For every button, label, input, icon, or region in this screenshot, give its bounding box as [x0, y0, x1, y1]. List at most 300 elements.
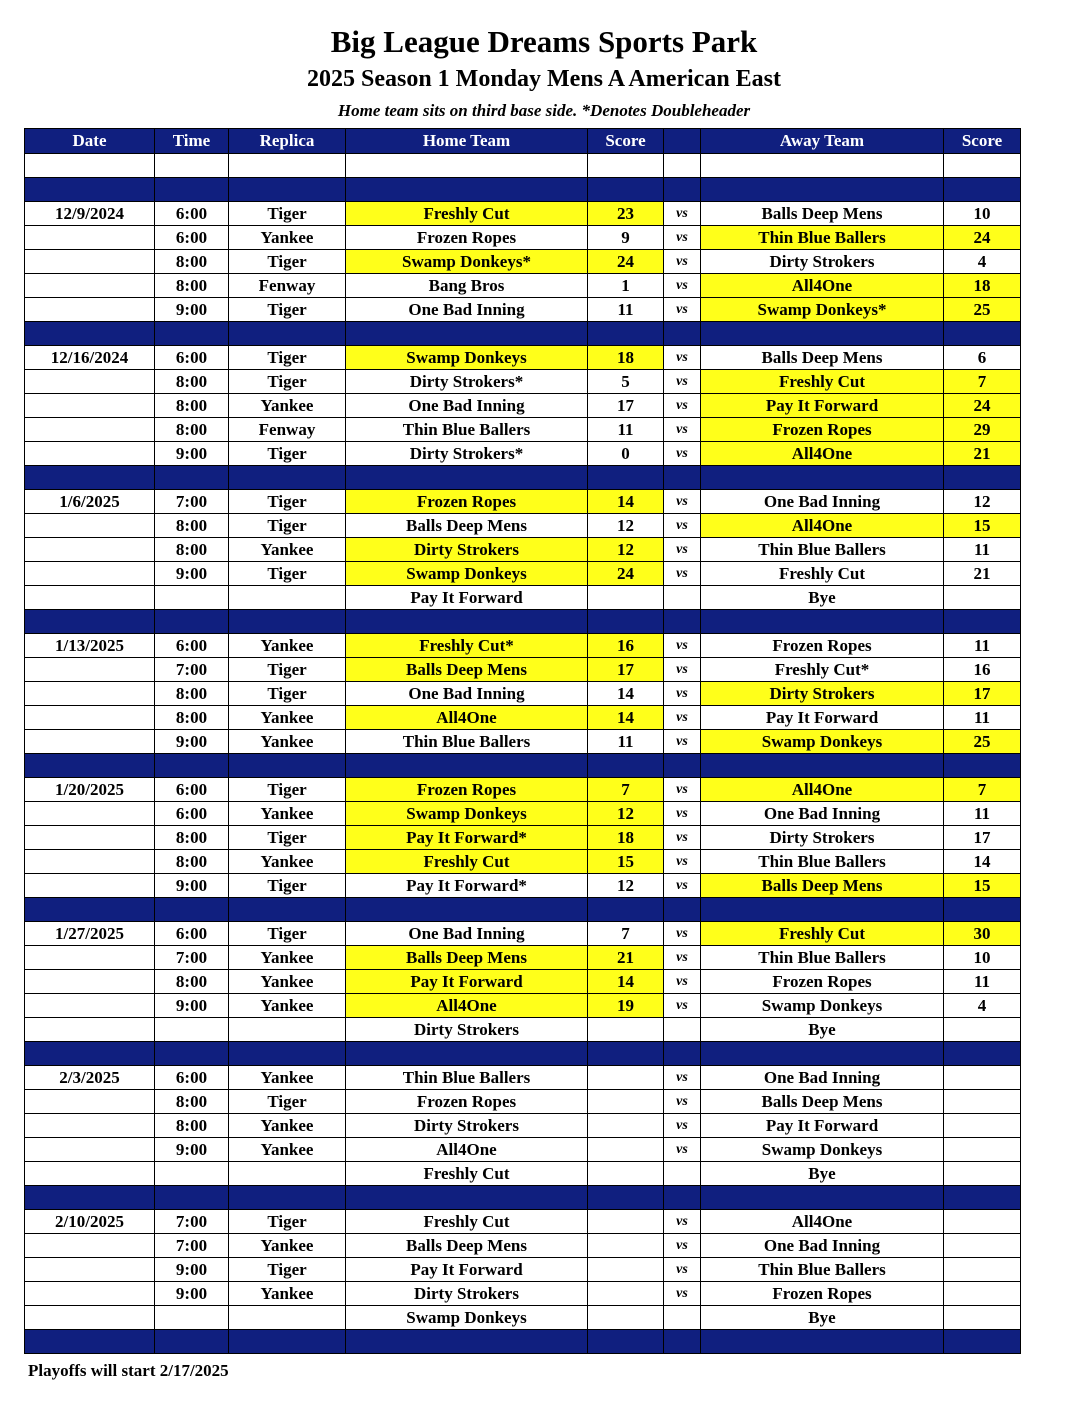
- replica-cell: Yankee: [229, 634, 346, 658]
- vs-cell: vs: [664, 802, 701, 826]
- home-team-cell: Dirty Strokers*: [346, 442, 588, 466]
- time-cell: 7:00: [155, 1210, 229, 1234]
- away-score-cell: 30: [944, 922, 1021, 946]
- away-team-cell: All4One: [701, 778, 944, 802]
- week-separator-row: [25, 466, 1021, 490]
- away-score-cell: [944, 1258, 1021, 1282]
- home-team-cell: Pay It Forward: [346, 586, 588, 610]
- home-team-cell: Balls Deep Mens: [346, 514, 588, 538]
- home-team-cell: Swamp Donkeys: [346, 1306, 588, 1330]
- date-cell: 1/6/2025: [25, 490, 155, 514]
- away-team-cell: Freshly Cut: [701, 922, 944, 946]
- home-team-cell: Freshly Cut: [346, 850, 588, 874]
- vs-cell: vs: [664, 1114, 701, 1138]
- game-row: [25, 1090, 1021, 1114]
- date-cell: [25, 1258, 155, 1282]
- vs-cell: vs: [664, 922, 701, 946]
- home-team-cell: Swamp Donkeys*: [346, 250, 588, 274]
- home-team-cell: Pay It Forward: [346, 970, 588, 994]
- away-score-cell: [944, 1210, 1021, 1234]
- time-cell: 6:00: [155, 802, 229, 826]
- game-row: [25, 706, 1021, 730]
- away-team-cell: One Bad Inning: [701, 490, 944, 514]
- away-team-cell: Freshly Cut*: [701, 658, 944, 682]
- game-row: [25, 682, 1021, 706]
- game-row: [25, 250, 1021, 274]
- away-score-cell: 6: [944, 346, 1021, 370]
- vs-cell: vs: [664, 994, 701, 1018]
- home-score-cell: [588, 1066, 664, 1090]
- date-cell: [25, 250, 155, 274]
- home-team-cell: Freshly Cut: [346, 202, 588, 226]
- vs-cell: [664, 586, 701, 610]
- date-cell: [25, 658, 155, 682]
- home-score-cell: 12: [588, 874, 664, 898]
- replica-cell: Fenway: [229, 274, 346, 298]
- home-team-cell: Dirty Strokers*: [346, 370, 588, 394]
- away-score-cell: [944, 1306, 1021, 1330]
- replica-cell: Yankee: [229, 538, 346, 562]
- game-row: [25, 1138, 1021, 1162]
- home-score-cell: [588, 1018, 664, 1042]
- home-team-cell: Frozen Ropes: [346, 1090, 588, 1114]
- date-cell: 2/3/2025: [25, 1066, 155, 1090]
- replica-cell: Yankee: [229, 394, 346, 418]
- date-cell: [25, 514, 155, 538]
- home-team-cell: Frozen Ropes: [346, 226, 588, 250]
- home-team-cell: Thin Blue Ballers: [346, 730, 588, 754]
- home-score-cell: 17: [588, 658, 664, 682]
- away-score-cell: 11: [944, 802, 1021, 826]
- date-cell: [25, 370, 155, 394]
- date-cell: [25, 1114, 155, 1138]
- game-row: [25, 946, 1021, 970]
- replica-cell: Yankee: [229, 730, 346, 754]
- home-team-cell: Dirty Strokers: [346, 538, 588, 562]
- away-score-cell: 7: [944, 778, 1021, 802]
- away-score-cell: 24: [944, 394, 1021, 418]
- away-score-cell: 18: [944, 274, 1021, 298]
- home-score-cell: 12: [588, 802, 664, 826]
- time-cell: 8:00: [155, 682, 229, 706]
- away-score-cell: 11: [944, 970, 1021, 994]
- away-team-cell: Bye: [701, 1018, 944, 1042]
- replica-cell: Tiger: [229, 298, 346, 322]
- home-score-cell: [588, 1162, 664, 1186]
- home-score-cell: 11: [588, 418, 664, 442]
- time-cell: 8:00: [155, 250, 229, 274]
- game-row: [25, 802, 1021, 826]
- col-header-home-team: Home Team: [346, 129, 588, 154]
- time-cell: 8:00: [155, 1090, 229, 1114]
- home-team-cell: One Bad Inning: [346, 682, 588, 706]
- time-cell: 6:00: [155, 922, 229, 946]
- away-team-cell: Balls Deep Mens: [701, 874, 944, 898]
- away-score-cell: 11: [944, 538, 1021, 562]
- game-row: [25, 586, 1021, 610]
- time-cell: 8:00: [155, 1114, 229, 1138]
- date-cell: [25, 298, 155, 322]
- home-team-cell: Swamp Donkeys: [346, 562, 588, 586]
- away-score-cell: 4: [944, 250, 1021, 274]
- home-score-cell: [588, 1090, 664, 1114]
- away-team-cell: One Bad Inning: [701, 1234, 944, 1258]
- away-team-cell: All4One: [701, 442, 944, 466]
- vs-cell: vs: [664, 562, 701, 586]
- home-team-cell: All4One: [346, 1138, 588, 1162]
- col-header-date: Date: [25, 129, 155, 154]
- home-score-cell: 7: [588, 778, 664, 802]
- game-row: [25, 562, 1021, 586]
- away-score-cell: 17: [944, 826, 1021, 850]
- game-row: [25, 1282, 1021, 1306]
- game-row: [25, 922, 1021, 946]
- vs-cell: vs: [664, 538, 701, 562]
- replica-cell: Tiger: [229, 922, 346, 946]
- game-row: [25, 226, 1021, 250]
- week-separator-row: [25, 1330, 1021, 1354]
- game-row: [25, 778, 1021, 802]
- away-team-cell: Dirty Strokers: [701, 826, 944, 850]
- time-cell: 8:00: [155, 514, 229, 538]
- away-score-cell: 29: [944, 418, 1021, 442]
- home-team-cell: Freshly Cut: [346, 1162, 588, 1186]
- col-header-time: Time: [155, 129, 229, 154]
- date-cell: [25, 826, 155, 850]
- vs-cell: vs: [664, 370, 701, 394]
- vs-cell: [664, 1162, 701, 1186]
- game-row: [25, 298, 1021, 322]
- away-score-cell: [944, 1090, 1021, 1114]
- time-cell: 7:00: [155, 946, 229, 970]
- vs-cell: vs: [664, 442, 701, 466]
- date-cell: [25, 442, 155, 466]
- home-score-cell: 11: [588, 730, 664, 754]
- home-score-cell: 9: [588, 226, 664, 250]
- replica-cell: Yankee: [229, 226, 346, 250]
- home-score-cell: [588, 586, 664, 610]
- away-team-cell: Dirty Strokers: [701, 250, 944, 274]
- time-cell: 9:00: [155, 562, 229, 586]
- away-team-cell: Bye: [701, 1306, 944, 1330]
- away-team-cell: Thin Blue Ballers: [701, 1258, 944, 1282]
- date-cell: [25, 1138, 155, 1162]
- date-cell: 2/10/2025: [25, 1210, 155, 1234]
- home-score-cell: 24: [588, 250, 664, 274]
- home-team-cell: Thin Blue Ballers: [346, 418, 588, 442]
- replica-cell: Tiger: [229, 682, 346, 706]
- home-team-cell: Swamp Donkeys: [346, 802, 588, 826]
- date-cell: [25, 562, 155, 586]
- away-score-cell: [944, 1018, 1021, 1042]
- game-row: [25, 850, 1021, 874]
- away-team-cell: Thin Blue Ballers: [701, 226, 944, 250]
- game-row: [25, 658, 1021, 682]
- home-score-cell: [588, 1234, 664, 1258]
- replica-cell: Yankee: [229, 850, 346, 874]
- home-team-cell: Pay It Forward: [346, 1258, 588, 1282]
- date-cell: [25, 946, 155, 970]
- time-cell: 8:00: [155, 274, 229, 298]
- away-score-cell: [944, 1282, 1021, 1306]
- page-subtitle: 2025 Season 1 Monday Mens A American East: [306, 66, 782, 92]
- vs-cell: vs: [664, 706, 701, 730]
- date-cell: [25, 994, 155, 1018]
- away-score-cell: 17: [944, 682, 1021, 706]
- away-team-cell: Frozen Ropes: [701, 1282, 944, 1306]
- away-score-cell: 25: [944, 730, 1021, 754]
- vs-cell: [664, 1018, 701, 1042]
- home-score-cell: 17: [588, 394, 664, 418]
- replica-cell: [229, 586, 346, 610]
- time-cell: 6:00: [155, 634, 229, 658]
- time-cell: 8:00: [155, 370, 229, 394]
- home-score-cell: 0: [588, 442, 664, 466]
- week-separator-row: [25, 1186, 1021, 1210]
- playoffs-note: Playoffs will start 2/17/2025: [28, 1361, 229, 1380]
- game-row: [25, 634, 1021, 658]
- time-cell: 9:00: [155, 730, 229, 754]
- away-score-cell: 15: [944, 514, 1021, 538]
- time-cell: 7:00: [155, 658, 229, 682]
- home-score-cell: 19: [588, 994, 664, 1018]
- time-cell: 8:00: [155, 826, 229, 850]
- home-team-cell: Pay It Forward*: [346, 874, 588, 898]
- home-team-cell: Balls Deep Mens: [346, 946, 588, 970]
- home-team-cell: One Bad Inning: [346, 394, 588, 418]
- game-row: [25, 970, 1021, 994]
- time-cell: 8:00: [155, 394, 229, 418]
- week-separator-row: [25, 610, 1021, 634]
- replica-cell: Yankee: [229, 1066, 346, 1090]
- home-score-cell: 12: [588, 514, 664, 538]
- away-score-cell: 14: [944, 850, 1021, 874]
- replica-cell: Tiger: [229, 370, 346, 394]
- away-team-cell: Swamp Donkeys: [701, 730, 944, 754]
- vs-cell: vs: [664, 1282, 701, 1306]
- away-score-cell: 7: [944, 370, 1021, 394]
- time-cell: 7:00: [155, 1234, 229, 1258]
- game-row: [25, 1162, 1021, 1186]
- replica-cell: Yankee: [229, 946, 346, 970]
- away-team-cell: Swamp Donkeys: [701, 1138, 944, 1162]
- vs-cell: vs: [664, 202, 701, 226]
- home-team-cell: Freshly Cut: [346, 1210, 588, 1234]
- time-cell: [155, 1018, 229, 1042]
- vs-cell: vs: [664, 298, 701, 322]
- vs-cell: vs: [664, 274, 701, 298]
- game-row: [25, 730, 1021, 754]
- game-row: [25, 1066, 1021, 1090]
- date-cell: 12/9/2024: [25, 202, 155, 226]
- date-cell: [25, 682, 155, 706]
- away-score-cell: [944, 1138, 1021, 1162]
- time-cell: 6:00: [155, 226, 229, 250]
- vs-cell: vs: [664, 970, 701, 994]
- game-row: [25, 1114, 1021, 1138]
- time-cell: [155, 1162, 229, 1186]
- time-cell: 6:00: [155, 202, 229, 226]
- away-score-cell: 11: [944, 634, 1021, 658]
- away-team-cell: Freshly Cut: [701, 562, 944, 586]
- home-team-cell: Dirty Strokers: [346, 1018, 588, 1042]
- time-cell: 8:00: [155, 970, 229, 994]
- away-score-cell: 15: [944, 874, 1021, 898]
- home-score-cell: [588, 1138, 664, 1162]
- home-team-cell: Dirty Strokers: [346, 1282, 588, 1306]
- away-score-cell: 11: [944, 706, 1021, 730]
- game-row: [25, 490, 1021, 514]
- vs-cell: vs: [664, 394, 701, 418]
- vs-cell: vs: [664, 874, 701, 898]
- game-row: [25, 202, 1021, 226]
- away-team-cell: Swamp Donkeys*: [701, 298, 944, 322]
- home-score-cell: 1: [588, 274, 664, 298]
- week-separator-row: [25, 1042, 1021, 1066]
- away-score-cell: 21: [944, 562, 1021, 586]
- replica-cell: Yankee: [229, 1138, 346, 1162]
- replica-cell: Yankee: [229, 802, 346, 826]
- away-team-cell: One Bad Inning: [701, 1066, 944, 1090]
- date-cell: 12/16/2024: [25, 346, 155, 370]
- replica-cell: Yankee: [229, 994, 346, 1018]
- replica-cell: Tiger: [229, 490, 346, 514]
- away-team-cell: Pay It Forward: [701, 706, 944, 730]
- home-score-cell: 23: [588, 202, 664, 226]
- col-header-vs: [664, 129, 701, 154]
- home-score-cell: [588, 1114, 664, 1138]
- away-team-cell: Dirty Strokers: [701, 682, 944, 706]
- vs-cell: vs: [664, 1234, 701, 1258]
- replica-cell: [229, 1306, 346, 1330]
- away-score-cell: 4: [944, 994, 1021, 1018]
- col-header-away-team: Away Team: [701, 129, 944, 154]
- time-cell: 6:00: [155, 1066, 229, 1090]
- home-score-cell: 14: [588, 970, 664, 994]
- vs-cell: vs: [664, 1138, 701, 1162]
- away-team-cell: Balls Deep Mens: [701, 346, 944, 370]
- game-row: [25, 514, 1021, 538]
- replica-cell: Tiger: [229, 346, 346, 370]
- game-row: [25, 1018, 1021, 1042]
- vs-cell: vs: [664, 346, 701, 370]
- away-team-cell: Balls Deep Mens: [701, 1090, 944, 1114]
- home-score-cell: [588, 1258, 664, 1282]
- time-cell: 9:00: [155, 1282, 229, 1306]
- time-cell: [155, 1306, 229, 1330]
- vs-cell: vs: [664, 634, 701, 658]
- home-score-cell: 14: [588, 682, 664, 706]
- vs-cell: vs: [664, 1090, 701, 1114]
- home-score-cell: 7: [588, 922, 664, 946]
- vs-cell: vs: [664, 778, 701, 802]
- vs-cell: vs: [664, 490, 701, 514]
- replica-cell: Yankee: [229, 1114, 346, 1138]
- week-separator-row: [25, 178, 1021, 202]
- time-cell: 8:00: [155, 706, 229, 730]
- replica-cell: Yankee: [229, 1282, 346, 1306]
- vs-cell: vs: [664, 250, 701, 274]
- game-row: [25, 1306, 1021, 1330]
- date-cell: [25, 730, 155, 754]
- replica-cell: Tiger: [229, 1258, 346, 1282]
- game-row: [25, 1234, 1021, 1258]
- date-cell: 1/27/2025: [25, 922, 155, 946]
- vs-cell: vs: [664, 1210, 701, 1234]
- away-team-cell: Balls Deep Mens: [701, 202, 944, 226]
- away-team-cell: Freshly Cut: [701, 370, 944, 394]
- vs-cell: vs: [664, 682, 701, 706]
- away-score-cell: [944, 1114, 1021, 1138]
- home-team-cell: One Bad Inning: [346, 298, 588, 322]
- game-row: [25, 394, 1021, 418]
- time-cell: 6:00: [155, 346, 229, 370]
- game-row: [25, 874, 1021, 898]
- home-score-cell: 14: [588, 490, 664, 514]
- away-team-cell: Frozen Ropes: [701, 418, 944, 442]
- time-cell: 9:00: [155, 874, 229, 898]
- time-cell: 9:00: [155, 298, 229, 322]
- time-cell: 9:00: [155, 442, 229, 466]
- week-separator-row: [25, 754, 1021, 778]
- home-score-cell: [588, 1210, 664, 1234]
- home-team-cell: Dirty Strokers: [346, 1114, 588, 1138]
- away-score-cell: 16: [944, 658, 1021, 682]
- replica-cell: Yankee: [229, 1234, 346, 1258]
- home-score-cell: 18: [588, 346, 664, 370]
- home-team-cell: One Bad Inning: [346, 922, 588, 946]
- away-score-cell: 21: [944, 442, 1021, 466]
- replica-cell: Tiger: [229, 250, 346, 274]
- replica-cell: Yankee: [229, 706, 346, 730]
- home-team-cell: All4One: [346, 994, 588, 1018]
- vs-cell: vs: [664, 418, 701, 442]
- date-cell: [25, 850, 155, 874]
- vs-cell: vs: [664, 1066, 701, 1090]
- time-cell: 9:00: [155, 994, 229, 1018]
- away-team-cell: Frozen Ropes: [701, 970, 944, 994]
- home-score-cell: 14: [588, 706, 664, 730]
- away-team-cell: Bye: [701, 586, 944, 610]
- home-team-cell: Frozen Ropes: [346, 778, 588, 802]
- game-row: [25, 1210, 1021, 1234]
- replica-cell: Tiger: [229, 874, 346, 898]
- week-separator-row: [25, 322, 1021, 346]
- time-cell: [155, 586, 229, 610]
- home-score-cell: 15: [588, 850, 664, 874]
- game-row: [25, 370, 1021, 394]
- replica-cell: Tiger: [229, 442, 346, 466]
- col-header-home-score: Score: [588, 129, 664, 154]
- home-score-cell: 24: [588, 562, 664, 586]
- away-score-cell: [944, 586, 1021, 610]
- replica-cell: Tiger: [229, 1210, 346, 1234]
- home-score-cell: 21: [588, 946, 664, 970]
- week-separator-row: [25, 898, 1021, 922]
- date-cell: [25, 1018, 155, 1042]
- page-title: Big League Dreams Sports Park: [330, 24, 758, 59]
- away-score-cell: 25: [944, 298, 1021, 322]
- blank-row: [25, 154, 1021, 178]
- home-team-cell: Balls Deep Mens: [346, 1234, 588, 1258]
- vs-cell: vs: [664, 946, 701, 970]
- replica-cell: Tiger: [229, 658, 346, 682]
- date-cell: [25, 538, 155, 562]
- away-team-cell: One Bad Inning: [701, 802, 944, 826]
- date-cell: [25, 802, 155, 826]
- vs-cell: vs: [664, 826, 701, 850]
- home-team-cell: All4One: [346, 706, 588, 730]
